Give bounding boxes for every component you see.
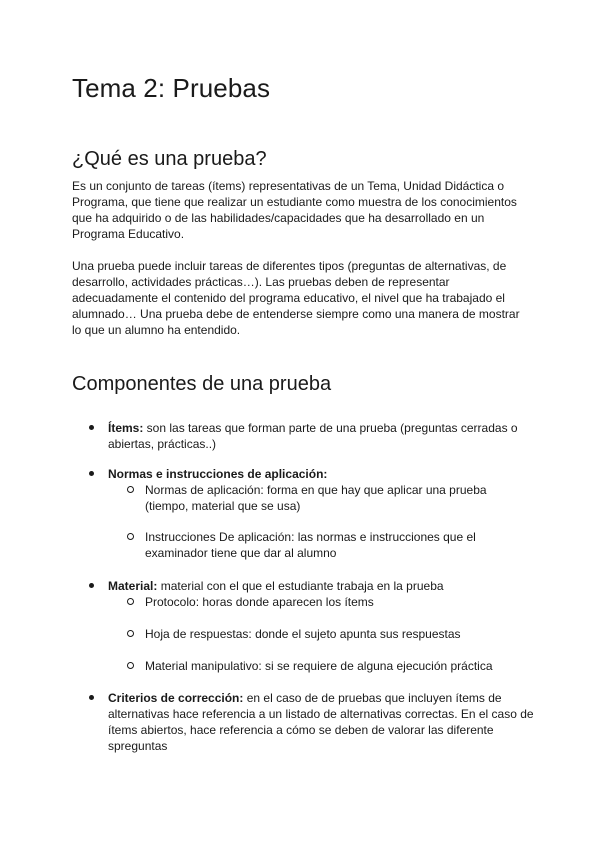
list-item-label: Ítems: [108,421,144,435]
sub-list-item [145,626,525,642]
sub-list-item [145,658,525,674]
page-title: Tema 2: Pruebas [72,73,271,103]
bullet-circle-icon [127,662,134,669]
bullet-dot-icon [89,471,94,476]
bullet-dot-icon [89,583,94,588]
sub-list-item-text: Material manipulativo: si se requiere de alguna ejecución práctica [145,659,493,673]
sub-list-item-text: Protocolo: horas donde aparecen los ítems [145,595,374,609]
sub-list-item-text: Instrucciones De aplicación: las normas e instrucciones que el examinador tiene que dar al alumno [145,530,476,560]
list-item-material [108,578,538,594]
bullet-circle-icon [127,598,134,605]
sub-list-item-text: Hoja de respuestas: donde el sujeto apunta sus respuestas [145,627,461,641]
bullet-dot-icon [89,425,94,430]
section-heading-componentes: Componentes de una prueba [72,373,332,395]
list-item-label: Criterios de corrección: [108,691,244,705]
list-item-text: en el caso de de pruebas que incluyen ítems de alternativas hace referencia a un listado de alternativas correctas. En el caso de ítems abiertos, hace referencia a cómo se deben de valorar las diferente spreguntas [108,691,534,753]
list-item-label: Normas e instrucciones de aplicación: [108,467,328,481]
bullet-circle-icon [127,486,134,493]
bullet-circle-icon [127,533,134,540]
list-item-criterios [108,690,538,754]
paragraph-definition: Es un conjunto de tareas (ítems) representativas de un Tema, Unidad Didáctica o Programa, que tiene que realizar un estudiante como muestra de los conocimientos que ha adquirido o de las habilidades/capacidades que ha desarrollado en un Programa Educativo. [72,179,517,241]
list-item-items [108,420,538,452]
bullet-circle-icon [127,630,134,637]
list-item-label: Material: [108,579,158,593]
sub-list-item [145,529,525,561]
paragraph-types: Una prueba puede incluir tareas de diferentes tipos (preguntas de alternativas, de desarrollo, actividades prácticas…). Las pruebas deben de representar adecuadamente el contenido del programa educativo, el nivel que ha trabajado el alumnado… Una prueba debe de entenderse siempre como una manera de mostrar lo que un alumno ha entendido. [72,259,520,337]
bullet-dot-icon [89,695,94,700]
list-item-text: material con el que el estudiante trabaja en la prueba [157,579,444,593]
sub-list-item [145,482,525,514]
sub-list-item-text: Normas de aplicación: forma en que hay que aplicar una prueba (tiempo, material que se usa) [145,483,487,513]
sub-list-item [145,594,525,610]
list-item-text: son las tareas que forman parte de una prueba (preguntas cerradas o abiertas, prácticas..) [108,421,518,451]
section-heading-que-es: ¿Qué es una prueba? [72,148,267,170]
list-item-normas [108,466,538,482]
